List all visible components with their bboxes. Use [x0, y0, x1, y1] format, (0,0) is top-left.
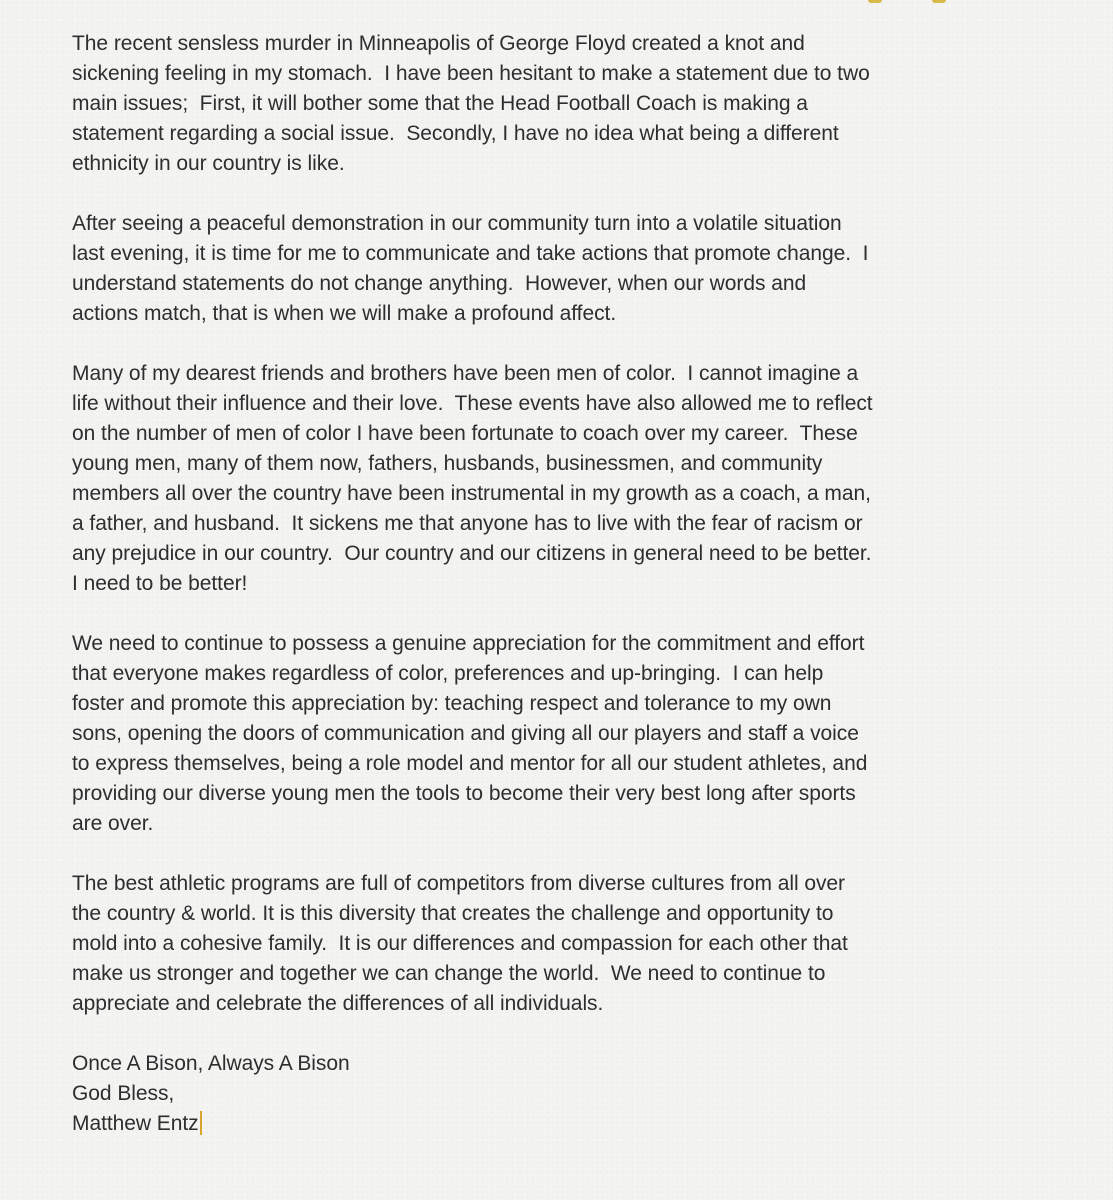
note-paragraph-3: Many of my dearest friends and brothers have been men of color. I cannot imagine a life without their influence and their love. These events have also allowed me to reflect on the number of men of color I have been fortunate to coach over my career. These young men, many of them now, fathers, husbands, businessmen, and community members all over the country have been instrumental in my growth as a coach, a man, a father, and husband. It sickens me that anyone has to live with the fear of racism or any prejudice in our country. Our country and our citizens in general need to be better. I need to be better!: [72, 362, 873, 595]
signoff-name: Matthew Entz: [72, 1112, 199, 1135]
note-body[interactable]: [72, 29, 952, 1139]
toolbar-edge-mark: [868, 0, 882, 3]
signoff-motto: Once A Bison, Always A Bison: [72, 1052, 350, 1075]
note-paragraph-5: The best athletic programs are full of competitors from diverse cultures from all over the country & world. It is this diversity that creates the challenge and opportunity to mold into a cohesive family. It is our differences and compassion for each other that make us stronger and together we can change the world. We need to continue to appreciate and celebrate the differences of all individuals.: [72, 872, 848, 1015]
text-cursor: [200, 1111, 202, 1135]
signoff-block: [72, 1049, 952, 1139]
note-paragraph-1: The recent sensless murder in Minneapolis of George Floyd created a knot and sickening feeling in my stomach. I have been hesitant to make a statement due to two main issues; First, it will bother some that the Head Football Coach is making a statement regarding a social issue. Secondly, I have no idea what being a different ethnicity in our country is like.: [72, 32, 870, 175]
signoff-blessing: God Bless,: [72, 1082, 175, 1105]
toolbar-edge-mark: [932, 0, 946, 3]
note-paragraph-4: We need to continue to possess a genuine appreciation for the commitment and effort that everyone makes regardless of color, preferences and up-bringing. I can help foster and promote this appreciation by: teaching respect and tolerance to my own sons, opening the doors of communication and giving all our players and staff a voice to express themselves, being a role model and mentor for all our student athletes, and providing our diverse young men the tools to become their very best long after sports are over.: [72, 632, 868, 835]
note-paragraph-2: After seeing a peaceful demonstration in our community turn into a volatile situation last evening, it is time for me to communicate and take actions that promote change. I understand statements do not change anything. However, when our words and actions match, that is when we will make a profound affect.: [72, 212, 869, 325]
signoff-name-line: [72, 1109, 952, 1139]
toolbar-edge-marks: [860, 0, 960, 6]
